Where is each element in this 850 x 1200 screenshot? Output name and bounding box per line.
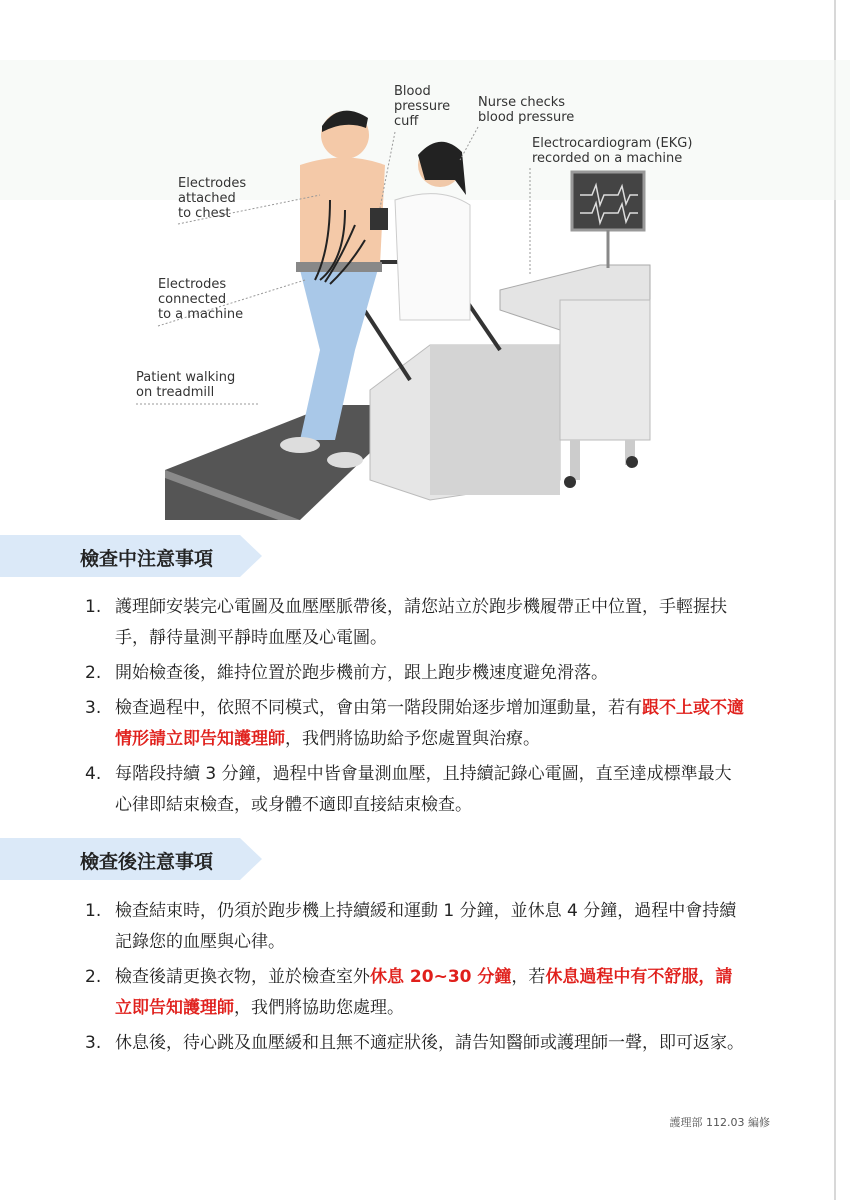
item-number: 1.: [85, 901, 102, 921]
list-item: [85, 592, 745, 654]
during-section-title: 檢查中注意事項: [80, 548, 214, 570]
bp-cuff-label: Blood pressure cuff: [394, 84, 451, 129]
item-number: 4.: [85, 764, 102, 784]
treadmill-scene-image: [0, 0, 850, 520]
treadmill-label: Patient walking on treadmill: [136, 370, 236, 400]
item-number: 3.: [85, 1033, 102, 1053]
item-number: 1.: [85, 597, 102, 617]
during-section-header: [0, 535, 262, 577]
item-text: 檢查結束時，仍須於跑步機上持續緩和運動 1 分鐘，並休息 4 分鐘，過程中會持續記錄您的血壓與心律。: [115, 901, 737, 952]
item-text: ，我們將協助給予您處置與治療。: [285, 729, 540, 749]
highlighted-text: 休息 20~30 分鐘: [370, 967, 512, 987]
item-text: 檢查過程中，依照不同模式，會由第一階段開始逐步增加運動量，若有: [115, 698, 642, 718]
electrodes-machine-label: Electrodes connected to a machine: [158, 277, 244, 322]
item-text: ，我們將協助您處理。: [234, 998, 404, 1018]
after-section-title: 檢查後注意事項: [80, 851, 214, 873]
item-text: 檢查後請更換衣物，並於檢查室外: [115, 967, 370, 987]
item-text: 休息後，待心跳及血壓緩和且無不適症狀後，請告知醫師或護理師一聲，即可返家。: [115, 1033, 744, 1053]
item-number: 2.: [85, 663, 102, 683]
item-text: ，若: [511, 967, 546, 987]
list-item: [85, 896, 745, 958]
item-text: 每階段持續 3 分鐘，過程中皆會量測血壓，且持續記錄心電圖，直至達成標準最大心律即結束檢查，或身體不適即直接結束檢查。: [115, 764, 732, 815]
nurse-label: Nurse checks blood pressure: [478, 95, 575, 125]
list-item: [85, 759, 745, 821]
list-item: [85, 962, 745, 1024]
item-number: 3.: [85, 698, 102, 718]
list-item: [85, 693, 745, 755]
list-item: [85, 1028, 745, 1059]
ekg-label: Electrocardiogram (EKG) recorded on a machine: [532, 136, 693, 166]
during-instructions-list: [85, 592, 745, 825]
highlighted-text: 休息過程中有不舒服，請立即告知護理師: [115, 967, 733, 1018]
electrodes-chest-label: Electrodes attached to chest: [178, 176, 247, 221]
item-text: 開始檢查後，維持位置於跑步機前方，跟上跑步機速度避免滑落。: [115, 663, 608, 683]
list-item: [85, 658, 745, 689]
after-instructions-list: [85, 896, 745, 1063]
footer-note: 護理部 112.03 編修: [669, 1116, 770, 1129]
item-number: 2.: [85, 967, 102, 987]
after-section-header: [0, 838, 262, 880]
stress-test-illustration: [0, 0, 850, 520]
item-text: 護理師安裝完心電圖及血壓壓脈帶後，請您站立於跑步機履帶正中位置，手輕握扶手，靜待量測平靜時血壓及心電圖。: [115, 597, 727, 648]
highlighted-text: 跟不上或不適情形請立即告知護理師: [115, 698, 744, 749]
